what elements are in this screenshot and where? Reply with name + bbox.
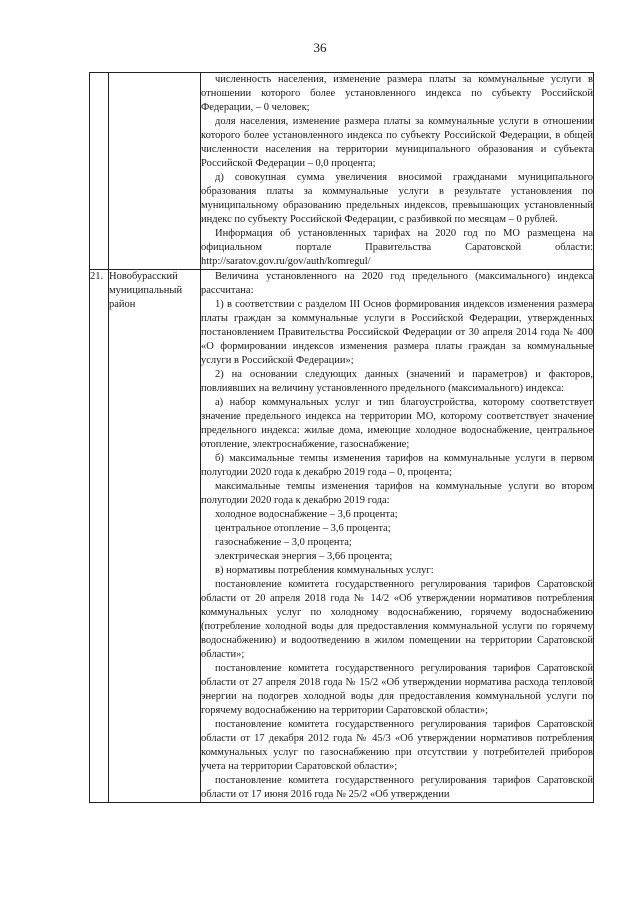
row-number-cell (90, 73, 109, 270)
paragraph: численность населения, изменение размера платы за коммунальные услуги в отношении которого более установленного индекса по субъекту Российской Федерации, – 0 человек; (201, 74, 593, 113)
paragraph: д) совокупная сумма увеличения вносимой гражданами муниципального образования платы за коммунальные услуги в результате установления по муниципальному образованию предельных индексов, превышающих установленный индекс по субъекту Российской Федерации, с разбивкой по месяцам – 0 рублей. (201, 172, 593, 225)
paragraph: постановление комитета государственного регулирования тарифов Саратовской области от 17 июня 2016 года № 25/2 «Об утверждении (201, 775, 593, 800)
page-number: 36 (313, 40, 327, 55)
paragraph: максимальные темпы изменения тарифов на коммунальные услуги во втором полугодии 2020 года к декабрю 2019 года: (201, 481, 593, 506)
paragraph: холодное водоснабжение – 3,6 процента; (215, 509, 398, 520)
paragraph: 2) на основании следующих данных (значений и параметров) и факторов, повлиявших на величину установленного предельного (максимального) индекса: (201, 369, 593, 394)
paragraph: в) нормативы потребления коммунальных услуг: (215, 565, 434, 576)
paragraph: газоснабжение – 3,0 процента; (215, 537, 352, 548)
row-content-cell (201, 270, 594, 803)
paragraph: постановление комитета государственного регулирования тарифов Саратовской области от 20 апреля 2018 года № 14/2 «Об утверждении нормативов потребления коммунальных услуг по холодному водоснабжению, горячему водоснабжению (потребление холодной воды для предоставления коммунальной услуги по горячему водоснабжению) и водоотведению в жилом помещении на территории Саратовской области»; (201, 579, 593, 660)
paragraph: постановление комитета государственного регулирования тарифов Саратовской области от 17 декабря 2012 года № 45/3 «Об утверждении нормативов потребления коммунальных услуг по газоснабжению при отсутствии у потребителей приборов учета на территории Саратовской области»; (201, 719, 593, 772)
paragraph: а) набор коммунальных услуг и тип благоустройства, которому соответствует значение предельного индекса на территории МО, которому соответствует значение предельного индекса: жилые дома, имеющие холодное водоснабжение, центральное отопление, электроснабжение, газоснабжение; (201, 397, 593, 450)
table-body (90, 73, 594, 803)
paragraph: постановление комитета государственного регулирования тарифов Саратовской области от 27 апреля 2018 года № 15/2 «Об утверждении норматива расхода тепловой энергии на подогрев холодной воды для предоставления коммунальной услуги по горячему водоснабжению на территории Саратовской области»; (201, 663, 593, 716)
paragraph: электрическая энергия – 3,66 процента; (215, 551, 393, 562)
document-table (89, 72, 594, 803)
municipality-name-cell (109, 73, 201, 270)
row-number-cell: 21. (90, 270, 109, 803)
table-row (90, 73, 594, 270)
paragraph: Величина установленного на 2020 год предельного (максимального) индекса рассчитана: (201, 271, 593, 296)
paragraph: 1) в соответствии с разделом III Основ формирования индексов изменения размера платы граждан за коммунальные услуги в Российской Федерации, утвержденных постановлением Правительства Российской Федерации от 30 апреля 2014 года № 400 «О формировании индексов изменения размера платы граждан за коммунальные услуги в Российской Федерации»; (201, 299, 593, 366)
paragraph: Информация об установленных тарифах на 2020 год по МО размещена на официальном портале Правительства Саратовской области: http://saratov.gov.ru/gov/auth/komregul/ (201, 228, 593, 267)
municipality-name-cell: Новобурасский муниципальный район (109, 270, 201, 803)
paragraph: центральное отопление – 3,6 процента; (215, 523, 391, 534)
paragraph: б) максимальные темпы изменения тарифов на коммунальные услуги в первом полугодии 2020 года к декабрю 2019 года – 0, процента; (201, 453, 593, 478)
table-row (90, 270, 594, 803)
paragraph: доля населения, изменение размера платы за коммунальные услуги в отношении которого более установленного индекса по субъекту Российской Федерации, в общей численности населения на территории муниципального образования и субъекта Российской Федерации – 0,0 процента; (201, 116, 593, 169)
row-content-cell (201, 73, 594, 270)
